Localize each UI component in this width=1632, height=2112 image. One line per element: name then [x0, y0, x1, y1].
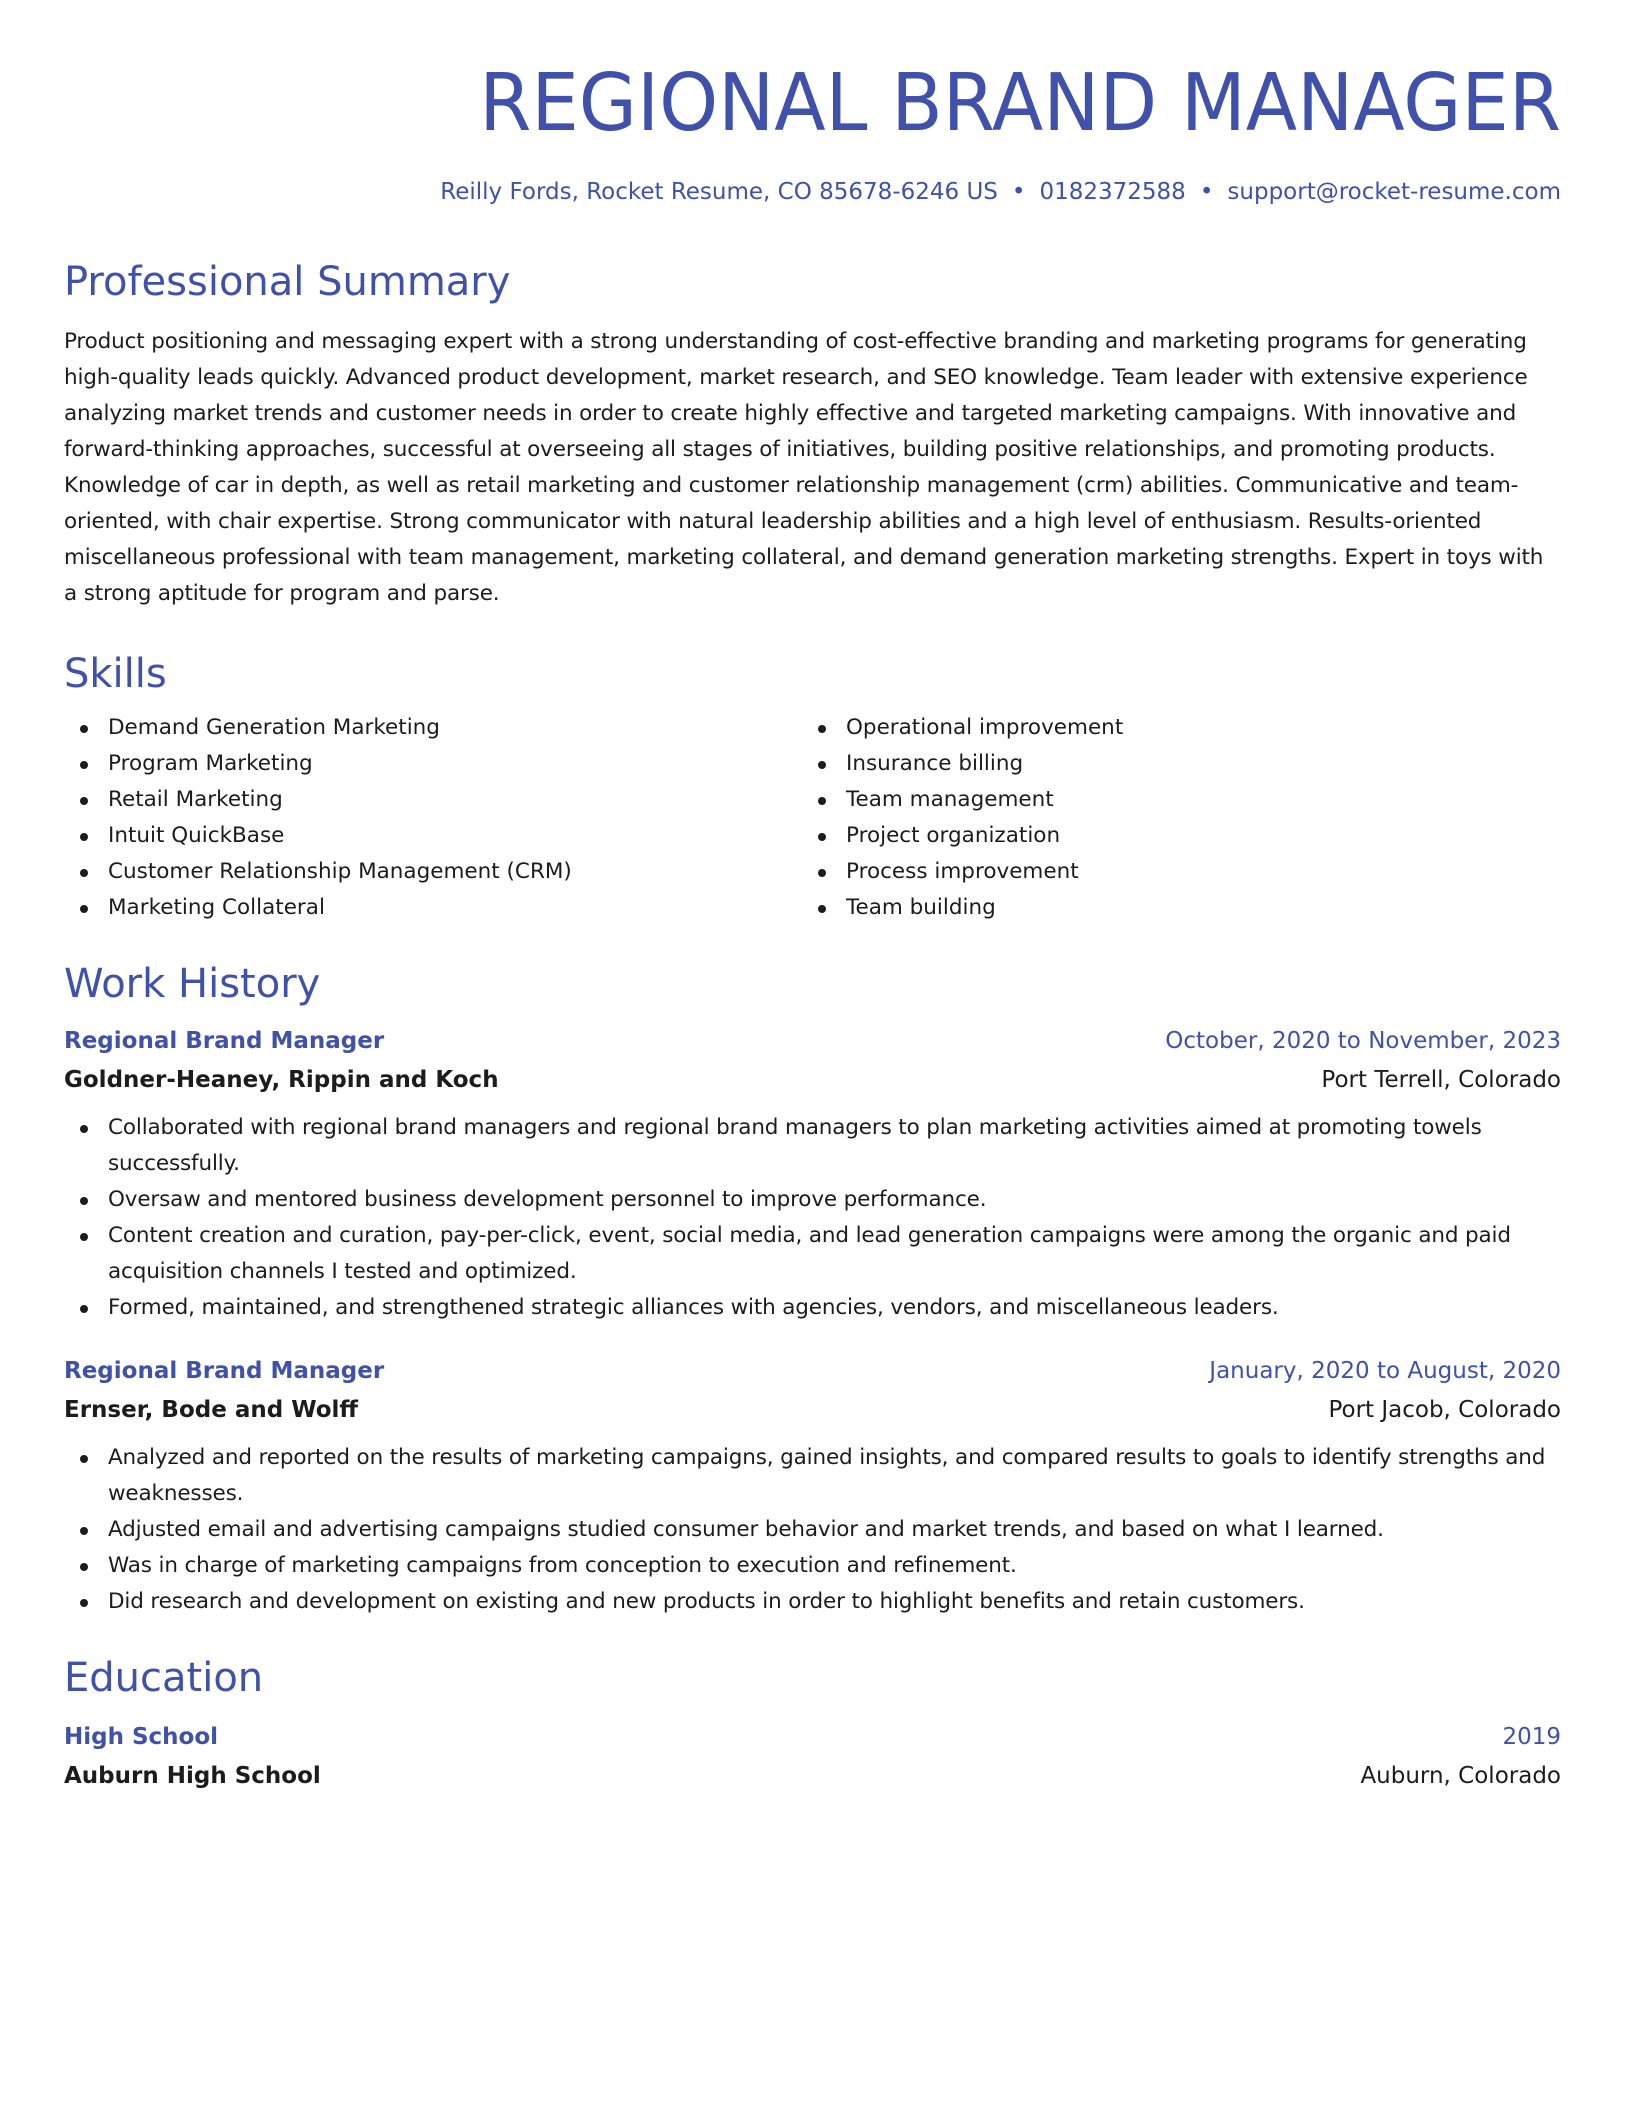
education-school-row	[64, 1765, 1561, 1788]
skills-list	[64, 710, 1561, 926]
skill-item: Project organization	[802, 818, 1540, 854]
job-title: Regional Brand Manager	[64, 1028, 385, 1054]
skill-item: Marketing Collateral	[64, 890, 802, 926]
skill-item: Customer Relationship Management (CRM)	[64, 854, 802, 890]
duty-item: Analyzed and reported on the results of marketing campaigns, gained insights, and compared results to goals to identify strengths and weaknesses.	[64, 1440, 1561, 1512]
skill-item: Team building	[802, 890, 1540, 926]
job-title: Regional Brand Manager	[64, 1358, 385, 1384]
skill-item: Insurance billing	[802, 746, 1540, 782]
duty-item: Adjusted email and advertising campaigns studied consumer behavior and market trends, and based on what I learned.	[64, 1512, 1561, 1548]
job-company: Ernser, Bode and Wolff	[64, 1397, 359, 1423]
job-dates: January, 2020 to August, 2020	[1209, 1358, 1561, 1384]
summary-text: Product positioning and messaging expert with a strong understanding of cost-effective branding and marketing programs for generating high-quality leads quickly. Advanced product development, market research, and SEO knowledge. Team leader with extensive experience analyzing market trends and customer needs in order to create highly effective and targeted marketing campaigns. With innovative and forward-thinking approaches, successful at overseeing all stages of initiatives, building positive relationships, and promoting products. Knowledge of car in depth, as well as retail marketing and customer relationship management (crm) abilities. Communicative and team-oriented, with chair expertise. Strong communicator with natural leadership abilities and a high level of enthusiasm. Results-oriented miscellaneous professional with team management, marketing collateral, and demand generation marketing strengths. Expert in toys with a strong aptitude for program and parse.	[64, 329, 1544, 606]
job-duties	[64, 1110, 1561, 1326]
job-entry	[64, 1030, 1561, 1326]
job-header-row	[64, 1030, 1561, 1053]
skill-item: Operational improvement	[802, 710, 1540, 746]
job-location: Port Terrell, Colorado	[1321, 1067, 1561, 1093]
education-school: Auburn High School	[64, 1763, 321, 1789]
skill-item: Process improvement	[802, 854, 1540, 890]
skill-item: Intuit QuickBase	[64, 818, 802, 854]
contact-address: Reilly Fords, Rocket Resume, CO 85678-6246 US	[440, 179, 998, 205]
job-dates: October, 2020 to November, 2023	[1165, 1028, 1561, 1054]
work-history-heading: Work History	[64, 961, 321, 1007]
duty-item: Oversaw and mentored business development personnel to improve performance.	[64, 1182, 1561, 1218]
job-entry	[64, 1360, 1561, 1620]
duty-item: Did research and development on existing and new products in order to highlight benefits and retain customers.	[64, 1584, 1561, 1620]
skill-item: Program Marketing	[64, 746, 802, 782]
education-year: 2019	[1502, 1724, 1561, 1750]
education-heading: Education	[64, 1655, 264, 1701]
job-company: Goldner-Heaney, Rippin and Koch	[64, 1067, 499, 1093]
duty-item: Collaborated with regional brand managers and regional brand managers to plan marketing activities aimed at promoting towels successfully.	[64, 1110, 1561, 1182]
job-location: Port Jacob, Colorado	[1328, 1397, 1561, 1423]
education-entry	[64, 1726, 1561, 1788]
skills-column-left	[64, 710, 802, 926]
summary-heading: Professional Summary	[64, 259, 511, 305]
duty-item: Content creation and curation, pay-per-click, event, social media, and lead generation campaigns were among the organic and paid acquisition channels I tested and optimized.	[64, 1218, 1561, 1290]
job-company-row	[64, 1399, 1561, 1422]
duty-item: Was in charge of marketing campaigns from conception to execution and refinement.	[64, 1548, 1561, 1584]
resume-header	[64, 57, 1561, 205]
skills-column-right	[802, 710, 1540, 926]
contact-email: support@rocket-resume.com	[1227, 179, 1561, 205]
contact-phone: 0182372588	[1039, 179, 1186, 205]
contact-line	[64, 181, 1561, 204]
skill-item: Demand Generation Marketing	[64, 710, 802, 746]
job-header-row	[64, 1360, 1561, 1383]
resume-page	[64, 0, 1561, 1788]
separator-dot: •	[1011, 179, 1026, 205]
education-location: Auburn, Colorado	[1360, 1763, 1561, 1789]
education-header-row	[64, 1726, 1561, 1749]
duty-item: Formed, maintained, and strengthened strategic alliances with agencies, vendors, and miscellaneous leaders.	[64, 1290, 1561, 1326]
skill-item: Team management	[802, 782, 1540, 818]
skills-heading: Skills	[64, 651, 167, 697]
job-duties	[64, 1440, 1561, 1620]
skill-item: Retail Marketing	[64, 782, 802, 818]
job-company-row	[64, 1069, 1561, 1092]
separator-dot: •	[1199, 179, 1214, 205]
candidate-title: REGIONAL BRAND MANAGER	[479, 57, 1561, 149]
education-degree: High School	[64, 1724, 219, 1750]
